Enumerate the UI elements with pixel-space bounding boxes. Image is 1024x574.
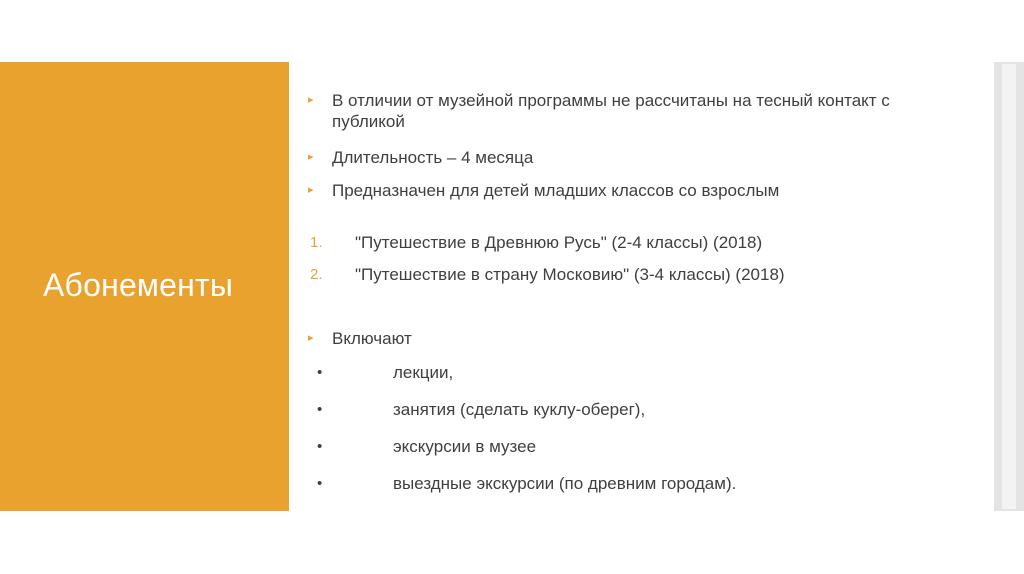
bullet-icon: ▸	[308, 94, 314, 106]
list-item-text: лекции,	[393, 363, 454, 382]
numbered-item	[308, 232, 948, 253]
list-item-text: экскурсии в музее	[393, 437, 537, 456]
bullet-item	[308, 90, 948, 132]
bullet-item	[308, 147, 948, 168]
list-item-text: занятия (сделать куклу-оберег),	[393, 400, 646, 419]
dot-bullet-icon: •	[317, 475, 323, 492]
item-number: 1.	[310, 234, 323, 251]
list-item	[308, 362, 948, 383]
list-item	[308, 436, 948, 457]
dot-bullet-icon: •	[317, 401, 323, 418]
bullet-item	[308, 180, 948, 201]
title-panel	[0, 62, 289, 511]
scrollbar-thumb[interactable]	[1002, 64, 1016, 509]
numbered-text: "Путешествие в Древнюю Русь" (2-4 классы) (2018)	[355, 233, 763, 252]
includes-heading: Включают	[332, 329, 412, 348]
numbered-item	[308, 264, 948, 285]
bullet-text: В отличии от музейной программы не рассчитаны на тесный контакт с публикой	[332, 91, 890, 131]
slide-content	[308, 90, 948, 494]
bullet-icon: ▸	[308, 151, 314, 163]
slide-title: Абонементы	[43, 267, 234, 303]
list-item	[308, 473, 948, 494]
bullet-item	[308, 328, 948, 349]
bullet-text: Длительность – 4 месяца	[332, 148, 534, 167]
bullet-icon: ▸	[308, 332, 314, 344]
list-item	[308, 399, 948, 420]
bullet-text: Предназначен для детей младших классов со взрослым	[332, 181, 780, 200]
dot-bullet-icon: •	[317, 438, 323, 455]
bullet-icon: ▸	[308, 184, 314, 196]
item-number: 2.	[310, 266, 323, 283]
list-item-text: выездные экскурсии (по древним городам).	[393, 474, 737, 493]
numbered-text: "Путешествие в страну Московию" (3-4 классы) (2018)	[355, 265, 785, 284]
scrollbar[interactable]	[994, 62, 1024, 511]
dot-bullet-icon: •	[317, 364, 323, 381]
